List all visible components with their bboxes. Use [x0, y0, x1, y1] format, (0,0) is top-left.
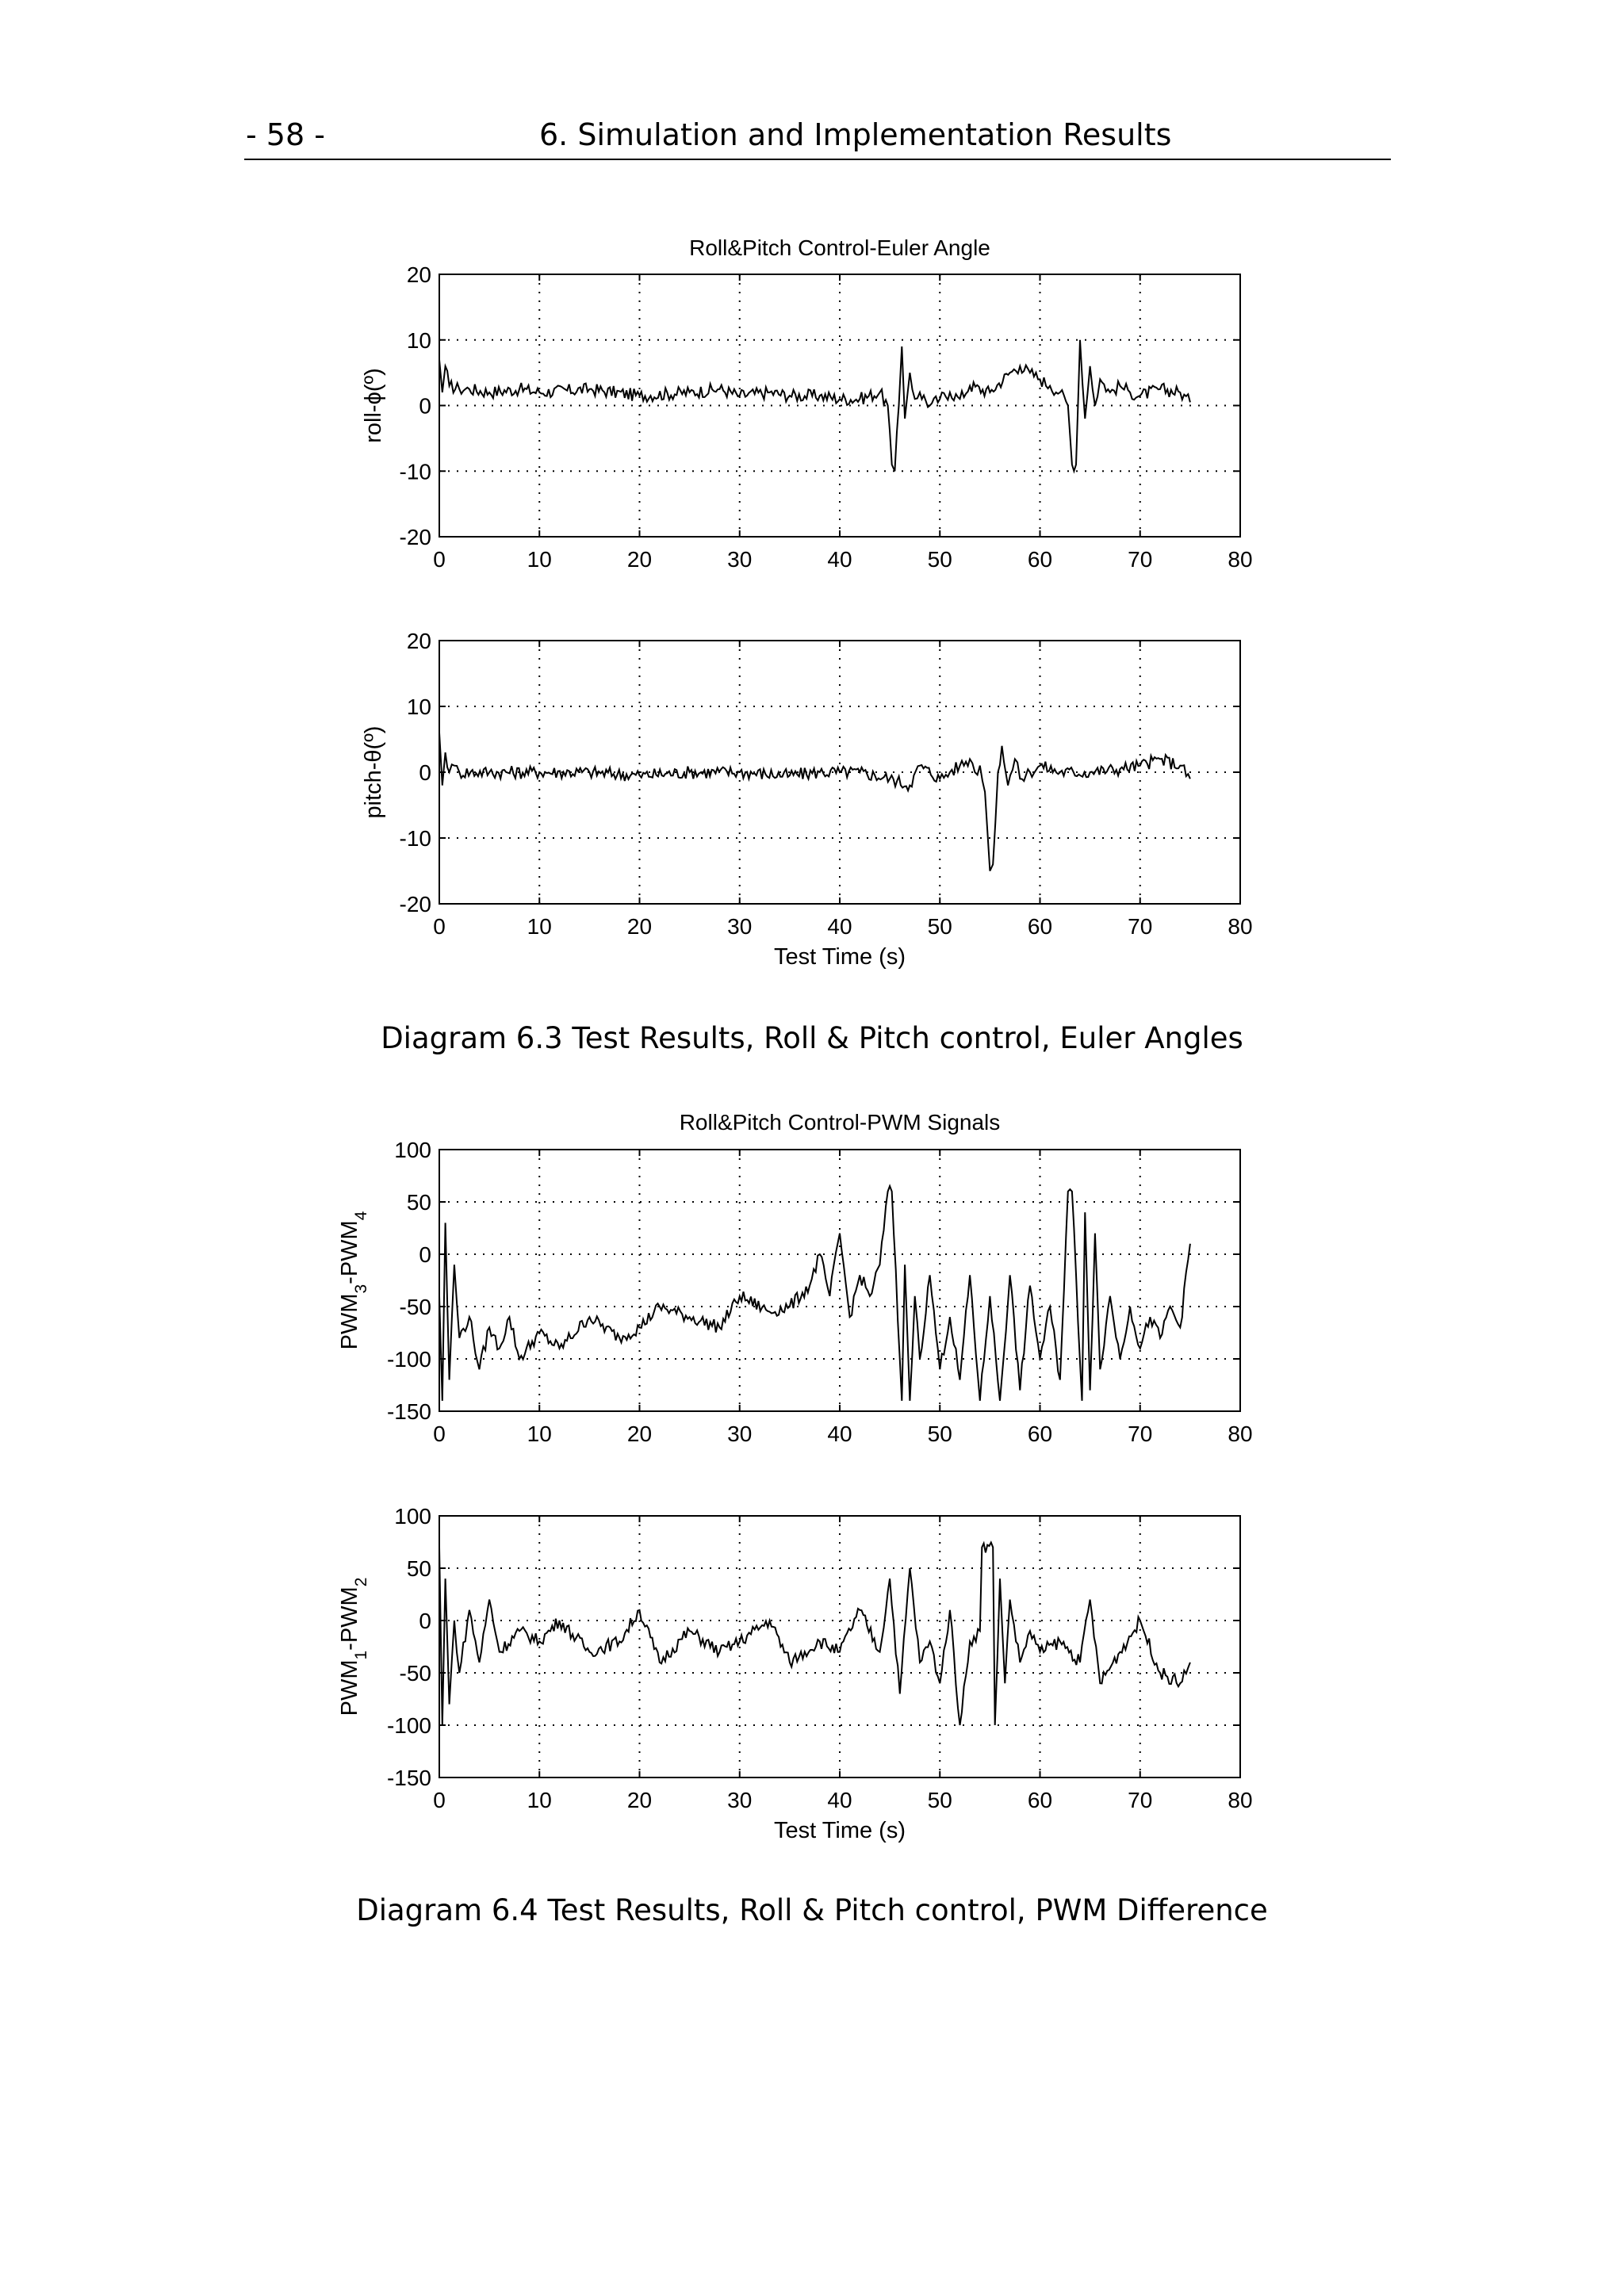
y-tick-label: -10 — [399, 459, 431, 484]
y-axis-label: pitch-θ(º) — [361, 725, 386, 819]
x-tick-label: 60 — [1027, 547, 1053, 572]
x-tick-label: 40 — [827, 1422, 852, 1446]
y-tick-label: 50 — [406, 1556, 431, 1581]
y-tick-label: -50 — [399, 1295, 431, 1319]
x-axis-label: Test Time (s) — [774, 944, 906, 970]
x-tick-label: 0 — [433, 1788, 446, 1812]
x-tick-label: 40 — [827, 1788, 852, 1812]
x-tick-label: 40 — [827, 547, 852, 572]
y-tick-label: 100 — [394, 1138, 431, 1162]
y-tick-label: -20 — [399, 892, 431, 916]
x-tick-label: 50 — [927, 1422, 952, 1446]
x-tick-label: 80 — [1228, 547, 1253, 572]
x-tick-label: 20 — [626, 1422, 653, 1446]
y-axis-label: roll-ϕ(º) — [361, 368, 386, 443]
y-tick-label: 0 — [419, 1242, 431, 1267]
y-tick-label: 50 — [406, 1190, 431, 1215]
y-tick-label: -100 — [386, 1713, 431, 1738]
x-tick-label: 80 — [1228, 914, 1253, 939]
chart-panel-4 — [337, 1504, 1253, 1843]
x-tick-label: 0 — [433, 1422, 446, 1446]
y-tick-label: 10 — [406, 695, 431, 719]
x-tick-label: 60 — [1027, 914, 1053, 939]
x-tick-label: 20 — [626, 547, 653, 572]
x-tick-label: 30 — [727, 1422, 753, 1446]
x-tick-label: 80 — [1228, 1788, 1253, 1812]
x-tick-label: 30 — [727, 1788, 753, 1812]
x-tick-label: 70 — [1128, 547, 1153, 572]
y-tick-label: 0 — [419, 1609, 431, 1633]
x-tick-label: 20 — [626, 1788, 653, 1812]
y-tick-label: -50 — [399, 1661, 431, 1686]
chart-panel-3 — [337, 1110, 1253, 1446]
chart-title: Roll&Pitch Control-PWM Signals — [679, 1110, 1001, 1135]
x-tick-label: 0 — [433, 547, 446, 572]
y-tick-label: -10 — [399, 826, 431, 851]
y-tick-label: -20 — [399, 525, 431, 549]
y-tick-label: -150 — [386, 1399, 431, 1424]
data-series-line — [439, 733, 1190, 871]
x-tick-label: 50 — [927, 547, 952, 572]
x-tick-label: 60 — [1027, 1788, 1053, 1812]
y-tick-label: 20 — [406, 262, 431, 287]
y-axis-label: $PWM_3-PWM_4$ — [337, 1211, 370, 1350]
page-number: - 58 - — [246, 117, 325, 152]
y-tick-label: 10 — [406, 327, 431, 353]
y-tick-label: -100 — [386, 1347, 431, 1372]
data-series-line — [439, 1543, 1190, 1726]
x-tick-label: 40 — [827, 914, 852, 939]
x-tick-label: 70 — [1128, 914, 1153, 939]
y-tick-label: 100 — [394, 1504, 431, 1529]
chart-panel-2 — [361, 629, 1253, 970]
x-tick-label: 30 — [727, 914, 753, 939]
chart-title: Roll&Pitch Control-Euler Angle — [689, 235, 990, 260]
x-tick-label: 10 — [527, 914, 552, 939]
x-tick-label: 50 — [927, 914, 952, 939]
x-tick-label: 10 — [527, 547, 552, 572]
y-tick-label: 0 — [419, 393, 431, 419]
x-axis-label: Test Time (s) — [774, 1818, 906, 1843]
data-series-line — [439, 1186, 1190, 1401]
x-tick-label: 70 — [1128, 1422, 1153, 1446]
y-tick-label: 0 — [419, 760, 431, 785]
x-tick-label: 10 — [527, 1788, 552, 1812]
figure-caption-euler: Diagram 6.3 Test Results, Roll & Pitch control, Euler Angles — [381, 1021, 1243, 1055]
x-tick-label: 80 — [1228, 1422, 1253, 1446]
running-head: 6. Simulation and Implementation Results — [539, 117, 1172, 152]
y-tick-label: 20 — [406, 629, 431, 653]
chart-panel-1 — [361, 235, 1253, 572]
x-tick-label: 50 — [927, 1788, 952, 1812]
x-tick-label: 10 — [527, 1422, 552, 1446]
x-tick-label: 70 — [1128, 1788, 1153, 1812]
x-tick-label: 20 — [626, 914, 653, 939]
x-tick-label: 0 — [433, 914, 446, 939]
y-tick-label: -150 — [386, 1766, 431, 1790]
x-tick-label: 60 — [1027, 1422, 1053, 1446]
x-tick-label: 30 — [727, 547, 753, 572]
figure-caption-pwm: Diagram 6.4 Test Results, Roll & Pitch control, PWM Difference — [356, 1893, 1268, 1927]
y-axis-label: $PWM_1-PWM_2$ — [337, 1577, 370, 1716]
